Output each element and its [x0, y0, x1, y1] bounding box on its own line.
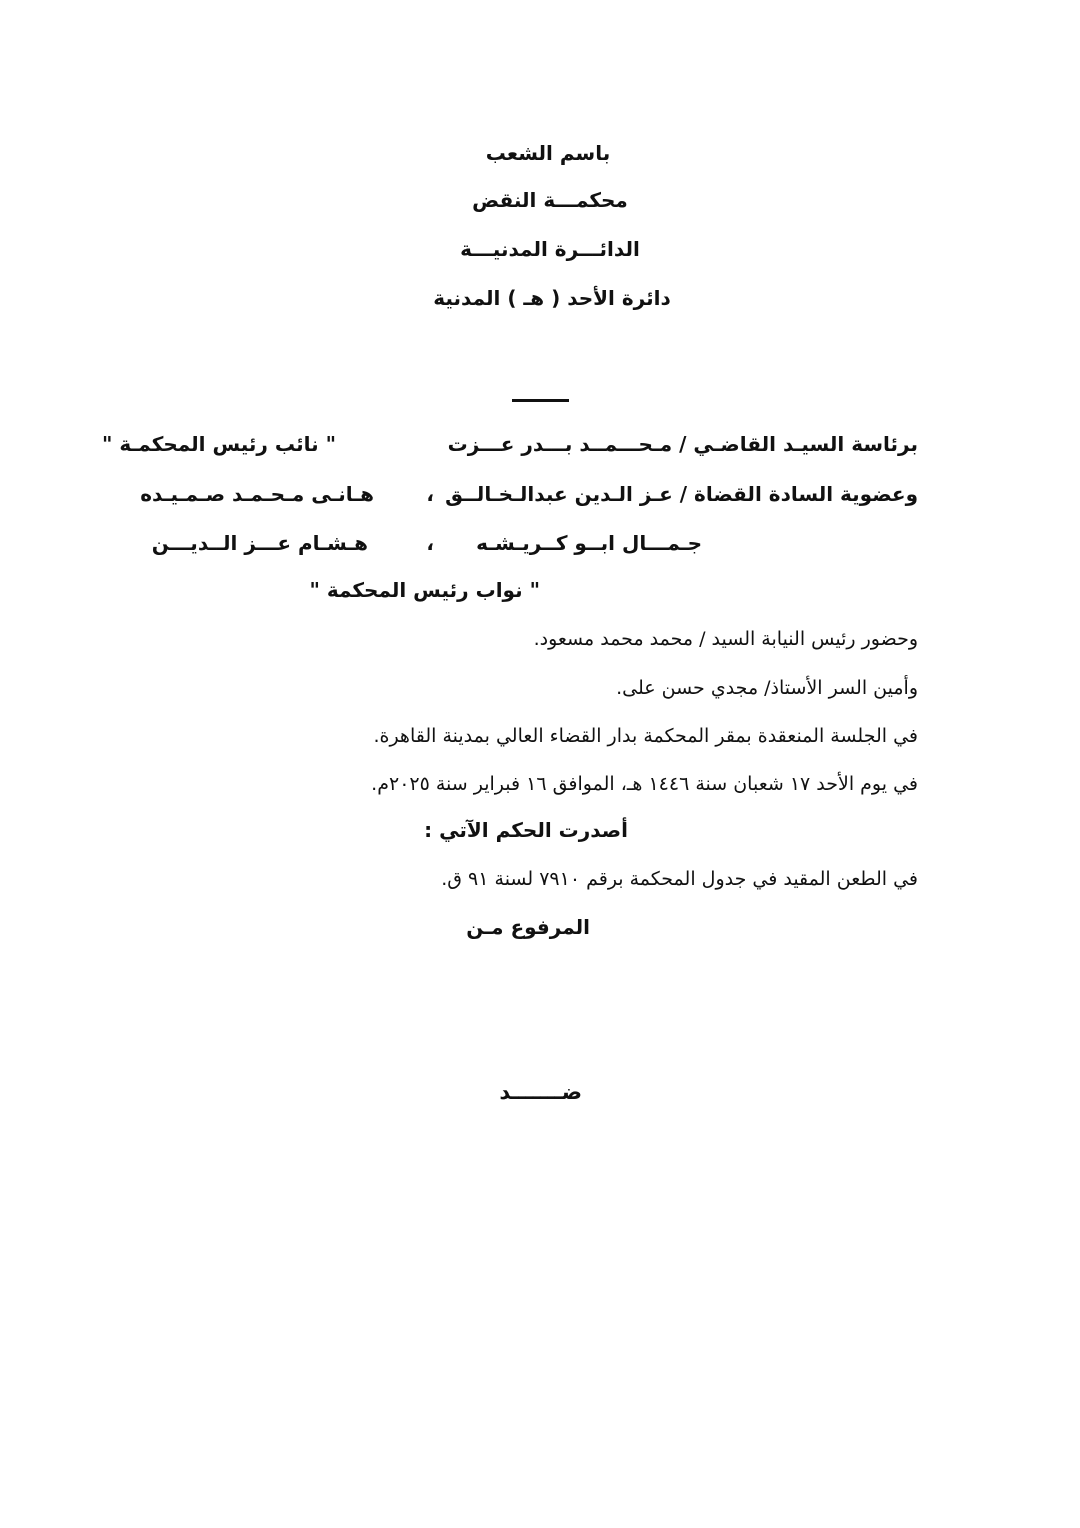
session-location: في الجلسة المنعقدة بمقر المحكمة بدار القضاء العالي بمدينة القاهرة.: [373, 725, 918, 747]
appeal-reference: في الطعن المقيد في جدول المحكمة برقم ٧٩١٠ لسنة ٩١ ق.: [441, 868, 918, 890]
bench-vice-presidents-title: " نواب رئيس المحكمة ": [309, 578, 540, 602]
bench-separator-1: ،: [426, 482, 434, 506]
bench-member-judge-3: جـمـــال ابــو كــريـشـه: [476, 531, 702, 555]
bench-presiding-judge-title: " نائب رئيس المحكمـة ": [101, 432, 336, 456]
header-line-court-of-cassation: محكمـــة النقض: [472, 188, 628, 212]
prosecution-attendance: وحضور رئيس النيابة السيد / محمد محمد مسعود.: [533, 628, 918, 650]
session-date: في يوم الأحد ١٧ شعبان سنة ١٤٤٦ هـ، الموافق ١٦ فبراير سنة ٢٠٢٥م.: [371, 773, 918, 795]
ruling-heading: أصدرت الحكم الآتي :: [424, 818, 628, 842]
header-line-sunday-circuit: دائرة الأحد ( هـ ) المدنية: [433, 286, 671, 310]
header-line-civil-circuit: الدائـــرة المدنيـــة: [460, 237, 640, 261]
bench-member-judge-2: هـانـى مـحـمـد صـمـيـده: [140, 482, 374, 506]
against-label: ضـــــــد: [499, 1080, 582, 1104]
bench-presiding-judge: برئاسة السيـد القاضـي / مـحـــمــد بـــدر عـــزت: [447, 432, 918, 456]
bench-member-judge-4: هـشـام عـــز الــديـــن: [151, 531, 368, 555]
header-divider: [512, 399, 569, 402]
bench-member-judge-1: وعضوية السادة القضاة / عـز الـدين عبدالـخـالــق: [445, 482, 918, 506]
court-secretary: وأمين السر الأستاذ/ مجدي حسن على.: [616, 677, 918, 699]
filed-by-label: المرفوع مـن: [466, 915, 590, 939]
bench-separator-2: ،: [426, 531, 434, 555]
header-line-in-the-name-of-the-people: باسم الشعب: [485, 141, 611, 165]
